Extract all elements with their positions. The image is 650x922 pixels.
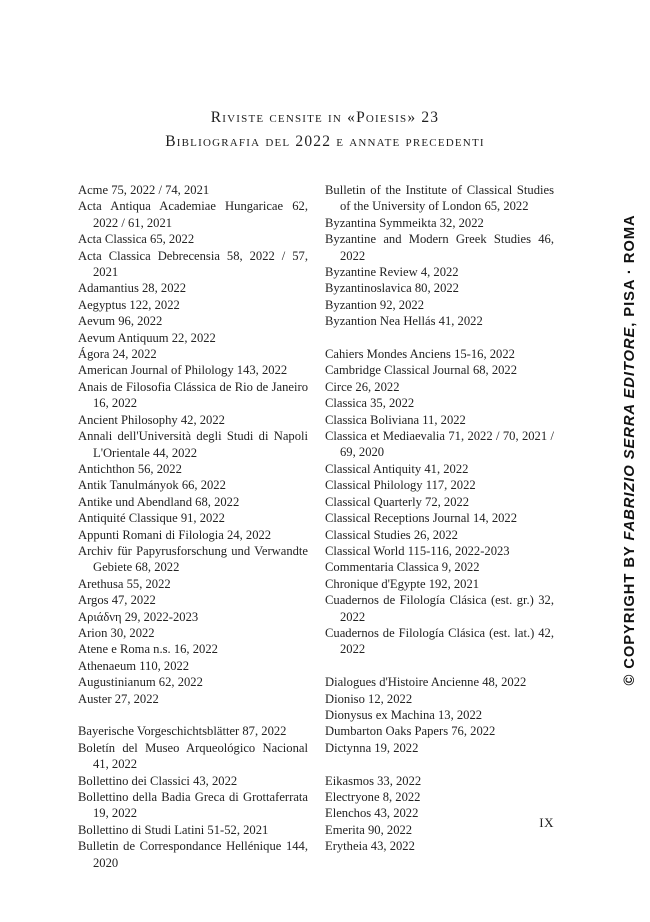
journal-entry: Byzantine Review 4, 2022 [325,265,459,280]
journal-entry: Elenchos 43, 2022 [325,806,419,821]
journal-entry: Cahiers Mondes Anciens 15-16, 2022 [325,347,515,362]
journal-entry: Antichthon 56, 2022 [78,461,182,476]
journal-entry: Auster 27, 2022 [78,691,159,706]
journal-entry: Eikasmos 33, 2022 [325,773,422,788]
journal-entry: Appunti Romani di Filologia 24, 2022 [78,527,272,542]
journal-entry: Aegyptus 122, 2022 [78,297,180,312]
journal-entry: Byzantine and Modern Greek Studies 46, 2022 [325,232,554,263]
journal-entry: Athenaeum 110, 2022 [78,658,190,673]
journal-entry: Dioniso 12, 2022 [325,691,413,706]
journal-entry: Classica Boliviana 11, 2022 [325,412,466,427]
journal-entry: Anais de Filosofia Clássica de Rio de Janeiro 16, 2022 [78,379,308,411]
journal-entry: Dumbarton Oaks Papers 76, 2022 [325,724,496,739]
journal-entry: Bayerische Vorgeschichtsblätter 87, 2022 [78,724,287,739]
journal-entry: American Journal of Philology 143, 2022 [78,363,288,378]
page-number: IX [539,815,554,830]
journal-entry: Bollettino di Studi Latini 51-52, 2021 [78,822,269,837]
left-column [78,182,308,871]
journal-entry: Bollettino della Badia Greca di Grottaferrata 19, 2022 [78,790,308,821]
right-column [325,182,554,855]
section-gap [325,756,554,772]
journal-entry: Commentaria Classica 9, 2022 [325,560,480,575]
journal-entry: Cuadernos de Filología Clásica (est. lat.) 42, 2022 [325,625,554,657]
journal-entry: Bulletin de Correspondance Hellénique 144, 2020 [78,839,308,870]
journal-entry: Dialogues d'Histoire Ancienne 48, 2022 [325,675,527,690]
journal-entry: Dictynna 19, 2022 [325,740,419,755]
journal-entry: Bollettino dei Classici 43, 2022 [78,773,238,788]
journal-entry: Antiquité Classique 91, 2022 [78,511,225,526]
journal-entry: Byzantina Symmeikta 32, 2022 [325,215,484,230]
journal-entry: Byzantion Nea Hellás 41, 2022 [325,314,483,329]
journal-entry: Classical Philology 117, 2022 [325,478,476,493]
journal-entry: Emerita 90, 2022 [325,822,413,837]
journal-entry: Adamantius 28, 2022 [78,281,187,296]
journal-entry: Archiv für Papyrusforschung und Verwandte Gebiete 68, 2022 [78,543,308,575]
journal-entry: Atene e Roma n.s. 16, 2022 [78,642,218,657]
page-title: Riviste censite in «Poiesis» 23 [210,109,440,126]
journal-entry: Classica et Mediaevalia 71, 2022 / 70, 2021 / 69, 2020 [325,429,554,460]
journal-entry: Classica 35, 2022 [325,396,415,411]
journal-entry: Boletín del Museo Arqueológico Nacional 41, 2022 [78,740,308,772]
page-subtitle: Bibliografia del 2022 e annate precedenti [165,133,485,150]
journal-entry: Arion 30, 2022 [78,625,155,640]
journal-entry: Annali dell'Università degli Studi di Napoli L'Orientale 44, 2022 [78,429,308,460]
journal-entry: Classical Antiquity 41, 2022 [325,461,469,476]
journal-entry: Classical Quarterly 72, 2022 [325,494,470,509]
journal-entry: Αριάδνη 29, 2022-2023 [78,609,199,624]
section-gap [78,707,308,723]
journal-entry: Acme 75, 2022 / 74, 2021 [78,183,210,197]
journal-entry: Byzantinoslavica 80, 2022 [325,281,459,296]
copyright-notice [622,214,638,685]
journal-entry: Classical Receptions Journal 14, 2022 [325,511,518,526]
journal-entry: Byzantion 92, 2022 [325,297,424,312]
journal-entry: Classical World 115-116, 2022-2023 [325,543,510,558]
journal-entry: Erytheia 43, 2022 [325,839,415,854]
section-gap [325,658,554,674]
journal-entry: Aevum 96, 2022 [78,314,163,329]
journal-entry: Ancient Philosophy 42, 2022 [78,412,225,427]
journal-entry: Bulletin of the Institute of Classical Studies of the University of London 65, 2022 [325,183,554,214]
journal-entry: Electryone 8, 2022 [325,789,421,804]
journal-entry: Acta Classica 65, 2022 [78,232,195,247]
journal-entry: Antik Tanulmányok 66, 2022 [78,478,226,493]
journal-entry: Argos 47, 2022 [78,593,156,608]
journal-entry: Augustinianum 62, 2022 [78,675,203,690]
section-gap [325,330,554,346]
journal-entry: Acta Classica Debrecensia 58, 2022 / 57, 2021 [78,248,308,280]
copyright-publisher: FABRIZIO SERRA EDITORE [622,326,638,541]
copyright-suffix: , PISA · ROMA [622,214,638,327]
journal-entry: Chronique d'Egypte 192, 2021 [325,576,480,591]
journal-entry: Dionysus ex Machina 13, 2022 [325,707,483,722]
journal-entry: Arethusa 55, 2022 [78,576,171,591]
journal-entry: Aevum Antiquum 22, 2022 [78,330,216,345]
journal-entry: Cuadernos de Filología Clásica (est. gr.) 32, 2022 [325,593,554,624]
copyright-prefix: © COPYRIGHT BY [622,540,638,686]
journal-entry: Cambridge Classical Journal 68, 2022 [325,363,518,378]
journal-entry: Ágora 24, 2022 [78,347,157,362]
journal-entry: Antike und Abendland 68, 2022 [78,494,240,509]
journal-entry: Acta Antiqua Academiae Hungaricae 62, 2022 / 61, 2021 [78,199,308,230]
journal-entry: Circe 26, 2022 [325,379,400,394]
journal-entry: Classical Studies 26, 2022 [325,527,458,542]
